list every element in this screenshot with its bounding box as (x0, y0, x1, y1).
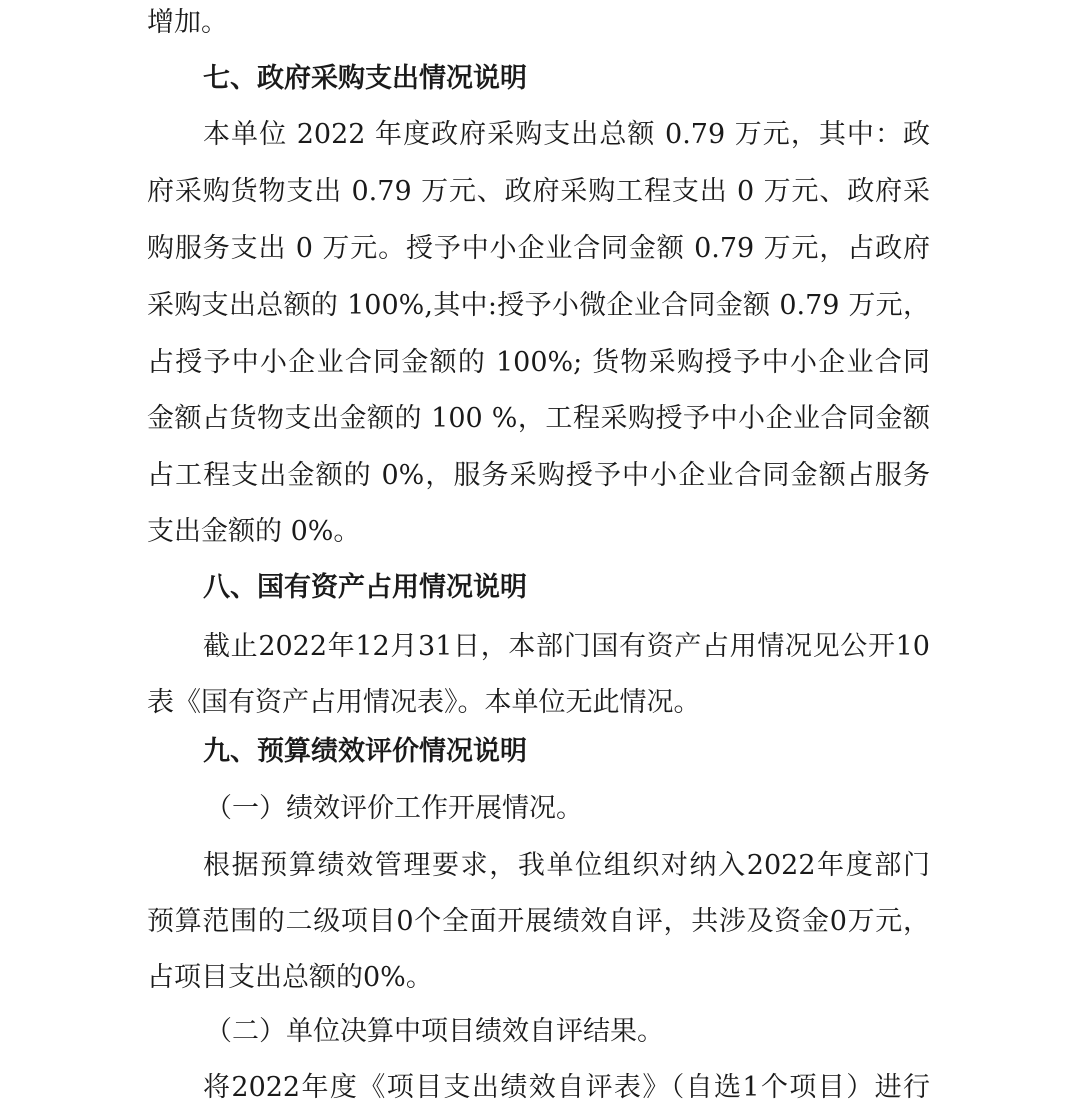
body-text-line: 截止2022年12月31日，本部门国有资产占用情况见公开10 (203, 631, 930, 662)
body-text-line: 预算范围的二级项目0个全面开展绩效自评，共涉及资金0万元， (147, 906, 930, 937)
section-heading-procurement: 七、政府采购支出情况说明 (203, 63, 527, 94)
section-heading-performance: 九、预算绩效评价情况说明 (203, 736, 527, 767)
body-text-line: 占授予中小企业合同金额的 100%; 货物采购授予中小企业合同 (147, 347, 930, 378)
subsection-heading: （二）单位决算中项目绩效自评结果。 (205, 1016, 664, 1047)
body-text-line: 表《国有资产占用情况表》。本单位无此情况。 (147, 687, 701, 718)
body-text-line: 府采购货物支出 0.79 万元、政府采购工程支出 0 万元、政府采 (147, 176, 930, 207)
body-text-line: 购服务支出 0 万元。授予中小企业合同金额 0.79 万元，占政府 (147, 233, 930, 264)
body-text-line: 采购支出总额的 100%,其中:授予小微企业合同金额 0.79 万元， (147, 290, 930, 321)
body-text-line: 占项目支出总额的0%。 (147, 962, 433, 993)
body-text-line: 金额占货物支出金额的 100 %，工程采购授予中小企业合同金额 (147, 403, 930, 434)
body-text-line: 占工程支出金额的 0%，服务采购授予中小企业合同金额占服务 (147, 460, 930, 491)
subsection-heading: （一）绩效评价工作开展情况。 (205, 793, 583, 824)
section-heading-state-assets: 八、国有资产占用情况说明 (203, 572, 527, 603)
body-text-line: 本单位 2022 年度政府采购支出总额 0.79 万元，其中：政 (203, 119, 930, 150)
body-text-line: 增加。 (147, 7, 228, 38)
body-text-line: 将2022年度《项目支出绩效自评表》（自选1个项目）进行 (203, 1072, 930, 1103)
body-text-line: 支出金额的 0%。 (147, 516, 361, 547)
body-text-line: 根据预算绩效管理要求，我单位组织对纳入2022年度部门 (203, 850, 930, 881)
